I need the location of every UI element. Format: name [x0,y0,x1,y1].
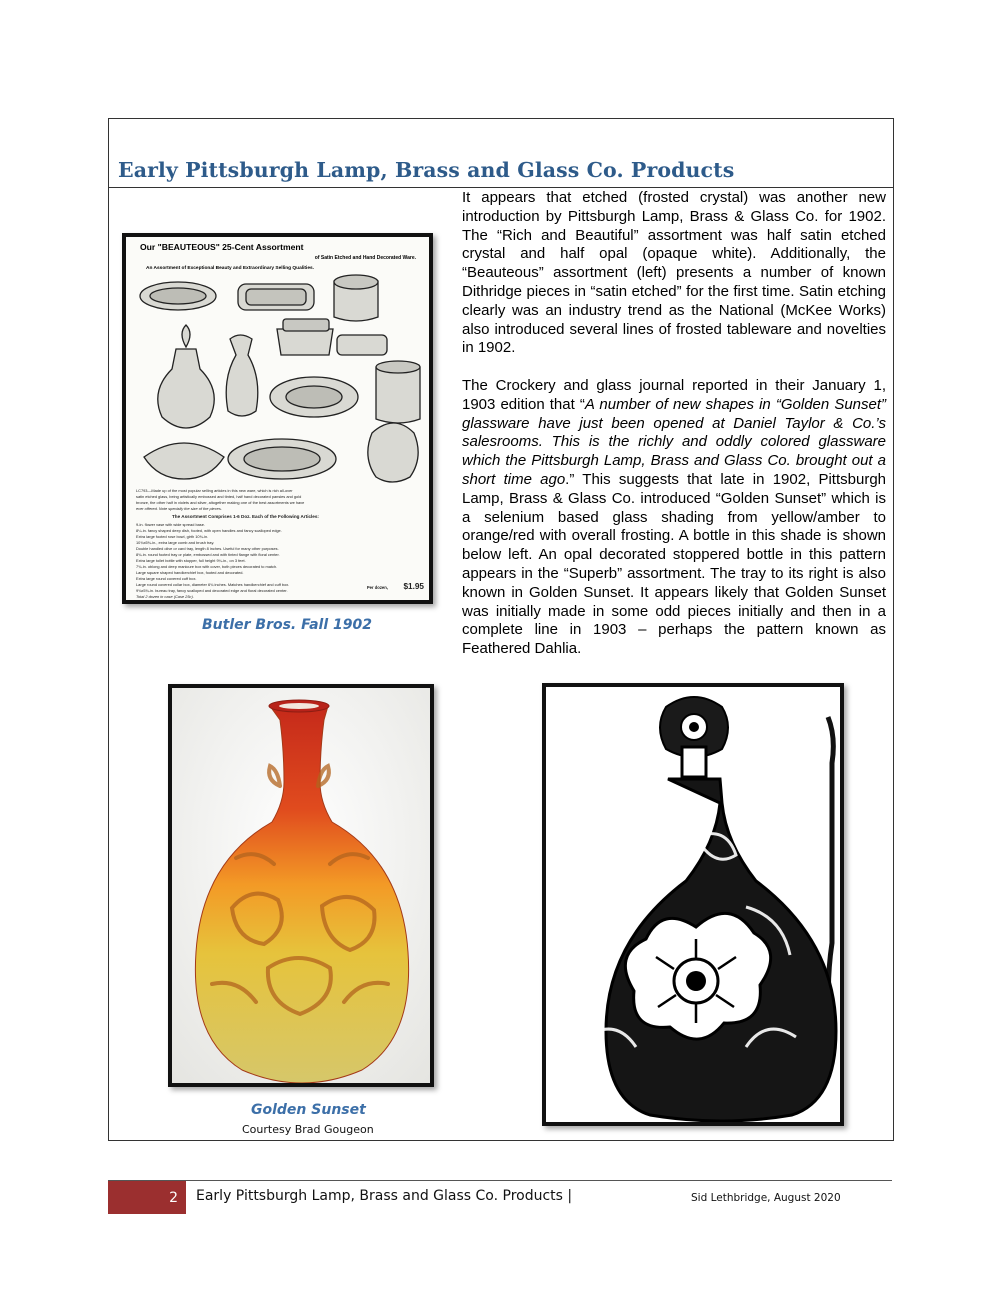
catalog-desc-3: bronze, the other half in violets and silver, altogether making one of the best assortments we have [136,500,305,505]
page-title: Early Pittsburgh Lamp, Brass and Glass Co. Products [118,158,735,182]
catalog-item-2: 8¼-in. fancy shaped deep dish, footed, with open handles and fancy scalloped edge. [136,528,282,533]
golden-sunset-bottle-image [172,688,430,1083]
golden-sunset-caption: Golden Sunset [251,1102,366,1118]
catalog-item-9: Large square shaped handkerchief box, footed and decorated. [136,570,244,575]
catalog-item-13: Total 2 dozen in case (Case 25c). [136,594,194,599]
journal-quote: A number of new shapes in “Golden Sunset” glassware have just been opened at Daniel Taylor & Co.’s salesrooms. This is the richly and oddly colored glassware which the Pittsburgh Lamp, Brass and Glass Co. brought out a short time ago [462,395,887,488]
catalog-item-3: Extra large footed rose bowl, girth 10¾-in. [136,534,209,539]
photo-credit: Courtesy Brad Gougeon [242,1123,374,1136]
catalog-tagline: An Assortment of Exceptional Beauty and Extraordinary Selling Qualities. [146,266,315,271]
catalog-desc-4: ever offered. Note specially the size of the pieces. [136,506,222,511]
catalog-desc-1: LC793—Made up of the most popular selling articles in this new ware, which is rich all-over [136,488,293,493]
footer-title: Early Pittsburgh Lamp, Brass and Glass Co. Products | [196,1188,573,1204]
catalog-page-image [122,233,433,604]
catalog-item-11: Large round covered collar box, diameter 6¾ inches. Matches handkerchief and cuff box. [136,582,290,587]
paragraph-2-rest: .” This suggests that late in 1902, Pittsburgh Lamp, Brass & Glass Co. introduced “Golden Sunset” which is a selenium based glass shading from yellow/amber to orange/red with overall frosting. A bottle in this shade is shown below left. An opal decorated stoppered bottle in this pattern appears in the “Superb” assortment. The tray to its right is also known in Golden Sunset. It appears likely that Golden Sunset was initially made in some odd pieces initially and then in a complete line in 1903 – perhaps the pattern known as Feathered Dahlia. [462,470,886,658]
catalog-item-4: 10¾x5¾-in., extra large comb and brush tray. [136,540,215,545]
catalog-price: $1.95 [403,582,424,591]
page-number: 2 [108,1181,186,1214]
catalog-item-1: 9-in. flower vase with wide spread base. [136,522,205,527]
catalog-desc-2: satin etched glass, being artistically embossed and tinted, half hand decorated pansies and gold [136,494,302,499]
catalog-illustration [126,237,429,600]
catalog-item-12: 9¾x5¾-in. bureau tray, fancy scalloped and decorated edge and floral decorated center. [136,588,288,593]
catalog-comprises: The Assortment Comprises 1-6 Doz. Each of the Following Articles: [172,514,319,519]
article-body [462,189,886,678]
stoppered-bottle-illustration [546,687,840,1122]
catalog-item-10: Extra large round covered cuff box. [136,576,197,581]
catalog-per-dozen: Per dozen, [366,585,388,590]
catalog-caption: Butler Bros. Fall 1902 [202,617,372,633]
catalog-item-5: Double handled olive or card tray, length 8 inches. Useful for many other purposes. [136,546,279,551]
catalog-item-6: 8¾-in. round footed tray or plate, embossed and with tinted flange with floral center. [136,552,280,557]
footer-divider [108,1180,892,1181]
catalog-item-8: 7¾-in. oblong and deep manicure box with cover, both pieces decorated to match. [136,564,278,569]
stoppered-bottle-drawing [542,683,844,1126]
catalog-subheading: of Satin Etched and Hand Decorated Ware. [314,255,416,261]
footer-author: Sid Lethbridge, August 2020 [691,1192,841,1204]
paragraph-2-intro: The Crockery and glass journal reported in their January 1, 1903 edition that “ [462,376,886,413]
article-paragraph-1: It appears that etched (frosted crystal) was another new introduction by Pittsburgh Lamp, Brass & Glass Co. for 1902. The “Rich and Beautiful” assortment was half satin etched crystal and half opal (opaque white). Additionally, the “Beauteous” assortment (left) presents a number of known Dithridge pieces in “satin etched” for the first time. Satin etching clearly was an industry trend as the National (McKee Works) also introduced several lines of frosted tableware and novelties in 1902. [462,189,886,357]
title-divider [108,187,894,188]
golden-sunset-bottle-photo [168,684,434,1087]
catalog-heading: Our "BEAUTEOUS" 25-Cent Assortment [140,242,304,252]
catalog-item-7: Extra large toilet bottle with stopper, full height 9¼-in., on 3 feet. [136,558,246,563]
article-paragraph-2 [462,377,886,659]
